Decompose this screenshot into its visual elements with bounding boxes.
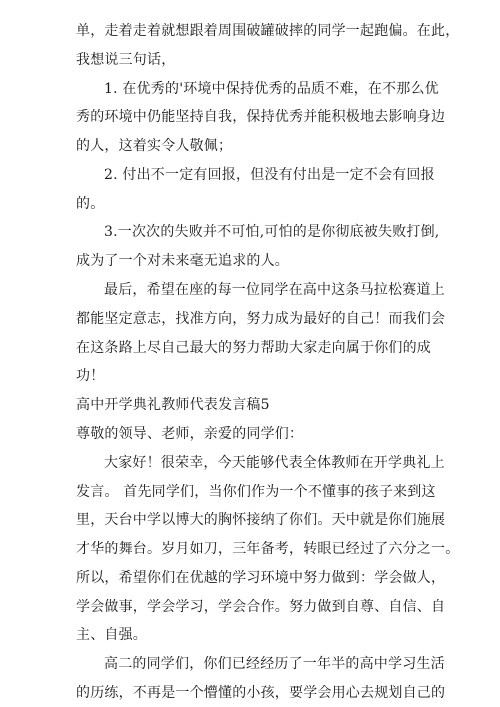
text-line: 在这条路上尽自己最大的努力帮助大家走向属于你们的成 <box>76 340 431 356</box>
section-heading: 高中开学典礼教师代表发言稿5 <box>76 397 270 413</box>
text-line: 学会做事，学会学习，学会合作。努力做到自尊、自信、自 <box>76 599 446 615</box>
text-line: 都能坚定意志，找准方向，努力成为最好的自己！而我们会 <box>76 311 446 327</box>
text-line: 功！ <box>76 368 105 384</box>
text-line: 1. 在优秀的'环境中保持优秀的品质不难，在不那么优 <box>104 81 439 97</box>
text-line: 主、自强。 <box>76 627 147 643</box>
text-line: 的历练，不再是一个懵懂的小孩，要学会用心去规划自己的 <box>76 685 446 701</box>
text-line: 的人，这着实令人敬佩； <box>76 138 233 154</box>
text-line: 成为了一个对未来毫无追求的人。 <box>76 253 289 269</box>
text-line: 单，走着走着就想跟着周围破罐破摔的同学一起跑偏。在此， <box>76 23 460 39</box>
text-line: 里，天台中学以博大的胸怀接纳了你们。天中就是你们施展 <box>76 512 446 528</box>
text-line: 2. 付出不一定有回报，但没有付出是一定不会有回报 <box>104 167 435 183</box>
text-line: 我想说三句话， <box>76 52 176 68</box>
salutation: 尊敬的领导、老师，亲爱的同学们： <box>76 426 304 442</box>
text-line: 所以，希望你们在优越的学习环境中努力做到：学会做人， <box>76 570 446 586</box>
text-line: 高二的同学们，你们已经经历了一年半的高中学习生活 <box>104 656 445 672</box>
text-line: 才华的舞台。岁月如刀，三年备考，转眼已经过了六分之一。 <box>76 541 460 557</box>
text-line: 3.一次次的失败并不可怕,可怕的是你彻底被失败打倒, <box>104 224 440 240</box>
text-line: 最后，希望在座的每一位同学在高中这条马拉松赛道上 <box>104 282 445 298</box>
text-line: 的。 <box>76 196 105 212</box>
text-line: 秀的环境中仍能坚持自我，保持优秀并能积极地去影响身边 <box>76 109 446 125</box>
text-line: 大家好！很荣幸，今天能够代表全体教师在开学典礼上 <box>104 455 445 471</box>
text-line: 发言。 首先同学们，当你们作为一个不懂事的孩子来到这 <box>76 484 436 500</box>
